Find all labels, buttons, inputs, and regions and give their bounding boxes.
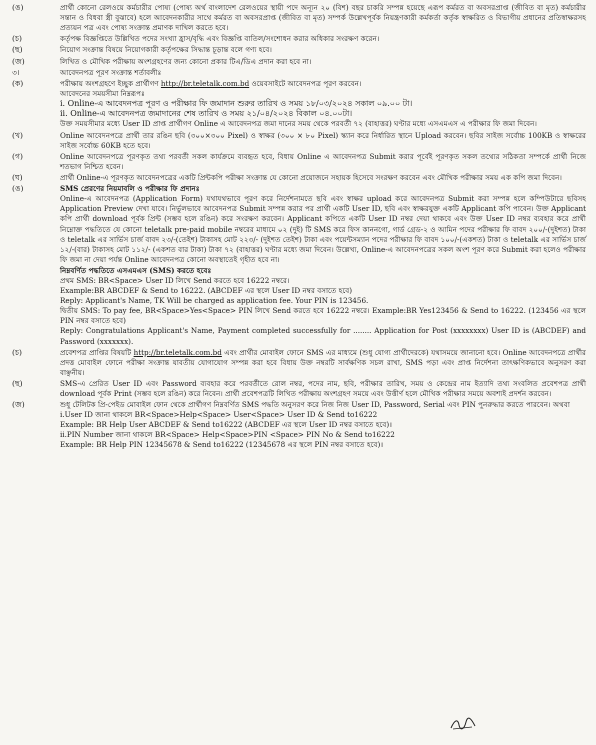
clause-text <box>60 79 586 129</box>
clause-line: আবেদনের সময়সীমা নিম্নরূপঃ <box>60 89 145 99</box>
clause-kha-photo <box>10 131 586 151</box>
clause-marker: (চ) <box>12 347 23 357</box>
clause-marker: (গ) <box>12 151 23 161</box>
clause-chha-download <box>10 379 586 399</box>
website-link[interactable]: http://br.teletalk.com.bd <box>160 79 250 89</box>
clause-line: শুধু টেলিটক প্রি-পেইড মোবাইল ফোন থেকে প্রার্থীগণ নিম্নবর্ণিত SMS পদ্ধতি অনুসরণ করে নিজ নিজ User ID, Password, Serial এবং PIN পুনরুদ্ধার করতে পারবেন। অথবা <box>60 400 570 410</box>
section-3-heading <box>10 68 586 78</box>
clause-ja-ta-da <box>10 57 586 67</box>
clause-marker: (ক) <box>12 79 24 89</box>
website-link[interactable]: http://br.teletalk.com.bd <box>133 347 222 357</box>
recovery-example: Example: BR Help User ABCDEF & Send to16222 (ABCDEF এর স্থলে User ID নম্বর বসাতে হবে)। <box>60 420 392 430</box>
clause-line: Online আবেদনপত্রে পূরণকৃত তথ্য পরবর্তী সকল কার্যক্রমে ব্যবহৃত হবে, বিধায় Online এ আবেদনপত্র Submit করার পূর্বেই পূরণকৃত সকল তথ্যের সঠিকতা সম্পর্কে প্রার্থী নিজে শতভাগ নিশ্চিত হবেন। <box>60 151 586 171</box>
clause-marker: (ঙ) <box>12 3 24 12</box>
clause-line: লিখিত ও মৌখিক পরীক্ষায় অংশগ্রহণের জন্য কোনো প্রকার টিএ/ডিএ প্রদান করা হবে না। <box>60 56 312 66</box>
clause-ja-recovery <box>10 400 586 450</box>
clause-nga-sms-rules <box>10 184 586 265</box>
clause-marker: (ঙ) <box>12 184 24 194</box>
signature-mark <box>450 717 476 731</box>
recovery-userid: i.User ID জানা থাকলে BR<Space>Help<Space> User<Space> User ID & Send to16222 <box>60 410 378 420</box>
schedule-start: i. Online-এ আবেদনপত্র পূরণ ও পরীক্ষার ফি জমাদান শুরুর তারিখ ও সময় ১৮/০৩/২০২৪ সকাল ০৯.০০ টা। <box>60 99 413 109</box>
sms-example: Example:BR ABCDEF & Send to 16222. (ABCDEF এর স্থলে User ID নম্বর বসাতে হবে) <box>60 286 353 296</box>
clause-text <box>60 266 586 347</box>
clause-chha-decision <box>10 45 586 55</box>
clause-text <box>60 184 586 265</box>
clause-line: প্রবেশপত্র প্রাপ্তির বিষয়টি http://br.teletalk.com.bd এবং প্রার্থীর মোবাইল ফোনে SMS এর মাধ্যমে (শুধু যোগ্য প্রার্থীদেরকে) যথাসময়ে জানানো হবে। Online আবেদনপত্রে প্রার্থীর প্রদত্ত মোবাইল ফোনে পরীক্ষা সংক্রান্ত যাবতীয় যোগাযোগ সম্পন্ন করা হবে বিধায় উক্ত নম্বরটি সার্বক্ষণিক সচল রাখা, SMS পড়া এবং প্রাপ্ত নির্দেশনা তাৎক্ষণিকভাবে অনুসরণ করা বাঞ্ছনীয়। <box>60 347 586 377</box>
clause-text <box>60 152 586 172</box>
clause-line: Online আবেদনপত্রে প্রার্থী তার রঙিন ছবি (৩০০×৩০০ Pixel) ও স্বাক্ষর (৩০০ × ৮০ Pixel) স্ক্যান করে নির্ধারিত স্থানে Upload করবেন। ছবির সাইজ সর্বোচ্চ 100KB ও স্বাক্ষরের সাইজ সর্বোচ্চ 60KB হতে হবে। <box>60 130 586 150</box>
clause-text <box>60 45 586 55</box>
sms-reply: Reply: Congratulations Applicant's Name, Payment completed successfully for ........ Application for Post (xxxxxxxx) User ID is (ABCDEF) and Password (xxxxxxx). <box>60 326 586 346</box>
clause-line: প্রার্থী কোনো রেলওয়ে কর্মচারীর পোষ্য (পোষ্য অর্থ বাংলাদেশ রেলওয়ের স্থায়ী পদে অন্যূন ২০ (বিশ) বছর চাকরি সম্পন্ন হয়েছে এরূপ কর্মরত বা অবসরপ্রাপ্ত (জীবিত বা মৃত) কর্মচারীর সন্তান ও বিধবা স্ত্রী বুঝাবে) হলে আবেদনকারীর সাথে কর্মরত বা অবসরপ্রাপ্ত (জীবিত বা মৃত) সম্পর্ক উল্লেখপূর্বক নিয়ন্ত্রণকারী কর্মকর্তা কর্তৃক স্বাক্ষরিত ও বিভাগীয় প্রধানের প্রতিস্বাক্ষরসহ প্রত্যয়ন পত্র এবং পোষ্য সংক্রান্ত প্রমাণক দাখিল করতে হবে। <box>60 3 586 33</box>
clause-text <box>60 131 586 151</box>
clause-ka-application <box>10 79 586 129</box>
clause-text <box>60 173 586 183</box>
sms-steps <box>10 266 586 347</box>
clause-marker: (ঘ) <box>12 172 23 182</box>
clause-subheading: নিম্নবর্ণিত পদ্ধতিতে এসএমএস (SMS) করতে হবেঃ <box>60 265 212 275</box>
clause-marker: (ছ) <box>12 45 23 55</box>
clause-line: উক্ত সময়সীমার মধ্যে User ID প্রাপ্ত প্রার্থীগণ Online এ আবেদনপত্র জমা দানের সময় থেকে পরবর্তী ৭২ (বাহাত্তর) ঘণ্টার মধ্যে এসএমএস এ পরীক্ষার ফি জমা দিবেন। <box>60 119 537 129</box>
sms-second: দ্বিতীয় SMS: To pay fee, BR<Space>Yes<Space> PIN লিখে Send করতে হবে 16222 নম্বরে। Example:BR Yes123456 & Send to 16222. (123456 এর স্থলে PIN নম্বর বসাতে হবে) <box>60 306 586 326</box>
clause-line: প্রার্থী Online-এ পূরণকৃত আবেদনপত্রের একটি প্রিন্টকপি পরীক্ষা সংক্রান্ত যে কোনো প্রয়োজনে সহায়ক হিসেবে সংরক্ষণ করবেন এবং মৌখিক পরীক্ষার সময় এক কপি জমা দিবেন। <box>60 172 562 182</box>
clause-text <box>60 379 586 399</box>
clause-line: Online-এ আবেদনপত্র (Application Form) যথাযথভাবে পূরণ করে নির্দেশনামতে ছবি এবং স্বাক্ষর upload করে আবেদনপত্র Submit করা সম্পন্ন হলে কম্পিউটারে ছবিসহ Application Preview দেখা যাবে। নির্ভুলভাবে আবেদনপত্র Submit সম্পন্ন করার পর প্রার্থী একটি User ID, ছবি এবং স্বাক্ষরযুক্ত একটি Applicant কপি পাবেন। উক্ত Applicant কপি প্রার্থী download পূর্বক প্রিন্ট (সম্ভব হলে রঙিন) করে সংরক্ষণ করবেন। Applicant কপিতে একটি User ID নম্বর দেয়া থাকবে এবং উক্ত User ID নম্বর ব্যবহার করে প্রার্থী নিম্নোক্ত পদ্ধতিতে যে কোনো teletalk pre-paid mobile নম্বরের মাধ্যমে ০২ (দুই) টি SMS করে ফিস কাননগো, গার্ড গ্রেড-২ ও আমিন পদের পরীক্ষার ফি বাবদ ২০০/-(দুইশত) টাকা ও teletalk এর সার্ভিস চার্জ বাবদ ২৩/-(তেইশ) টাকাসহ মোট ২২৩/- (দুইশত তেইশ) টাকা এবং পয়েন্টসম্যান পদের পরীক্ষার ফি বাবদ ১০০/-(একশত) টাকা ও teletalk এর সার্ভিস চার্জ ১২/-(বার) টাকাসহ মোট ১১২/- (একশত বার টাকা) টাকা ৭২ (বাহাত্তর) ঘণ্টার মধ্যে জমা দিবেন। উল্লেখ্য, Online-এ আবেদনপত্রের সকল অংশ পূরণ করে Submit করা হলেও পরীক্ষার ফি জমা না দেয়া পর্যন্ত Online আবেদনপত্র কোনো অবস্থাতেই গৃহীত হবে না। <box>60 194 586 264</box>
clause-text <box>60 348 586 378</box>
clause-line: SMS-এ প্রেরিত User ID এবং Password ব্যবহার করে পরবর্তীতে রোল নম্বর, পদের নাম, ছবি, পরীক্ষার তারিখ, সময় ও কেন্দ্রের নাম ইত্যাদি তথ্য সংবলিত প্রবেশপত্র প্রার্থী download পূর্বক Print (সম্ভব হলে রঙিন) করে নিবেন। প্রার্থী প্রবেশপত্রটি লিখিত পরীক্ষায় অংশগ্রহণ সময়ে এবং উত্তীর্ণ হলে মৌখিক পরীক্ষার সময়ে অবশ্যই প্রদর্শন করবেন। <box>60 378 586 399</box>
sms-reply: Reply: Applicant's Name, TK Will be charged as application fee. Your PIN is 123456. <box>60 296 369 306</box>
clause-marker: (জ) <box>12 400 25 410</box>
sms-first: প্রথম SMS: BR<Space> User ID লিখে Send করতে হবে 16222 নম্বরে। <box>60 275 290 285</box>
section-number: ৩। <box>12 67 20 77</box>
clause-text <box>60 400 586 450</box>
clause-marker: (জ) <box>12 56 25 66</box>
clause-text <box>60 3 586 33</box>
clause-nga-dependent <box>10 3 586 33</box>
clause-line: আবেদনপত্র পূরণ সংক্রান্ত শর্তাবলীঃ <box>60 67 162 77</box>
clause-line: নিয়োগ সংক্রান্ত বিষয়ে নিয়োগকারী কর্তৃপক্ষের সিদ্ধান্ত চূড়ান্ত বলে গণ্য হবে। <box>60 45 272 55</box>
clause-ga-accuracy <box>10 152 586 172</box>
clause-text <box>60 57 586 67</box>
clause-gha-printcopy <box>10 173 586 183</box>
section-title <box>60 68 586 78</box>
clause-subheading: SMS প্রেরণের নিয়মাবলি ও পরীক্ষার ফি প্রদানঃ <box>60 184 200 194</box>
clause-text <box>60 34 586 44</box>
recovery-pin: ii.PIN Number জানা থাকলে BR<Space> Help<Space>PIN <Space> PIN No & Send to16222 <box>60 430 395 440</box>
clause-line: পরীক্ষায় অংশগ্রহণে ইচ্ছুক প্রার্থীগণ http://br.teletalk.com.bd ওয়েবসাইটে আবেদনপত্র পূরণ করবেন। <box>60 79 362 89</box>
clause-marker: (চ) <box>12 34 23 44</box>
schedule-end: ii. Online-এ আবেদনপত্র জমাদানের শেষ তারিখ ও সময় ২১/০৪/২০২৪ বিকাল ০৪.০০টা। <box>60 109 353 119</box>
clause-marker: (ছ) <box>12 378 23 388</box>
recovery-example: Example: BR Help PIN 12345678 & Send to16222 (12345678 এর স্থলে PIN নম্বর বসাতে হবে)। <box>60 440 384 450</box>
clause-marker: (খ) <box>12 130 23 140</box>
clause-line: কর্তৃপক্ষ বিজ্ঞপ্তিতে উল্লিখিত পদের সংখ্যা হ্রাস/বৃদ্ধি এবং বিজ্ঞপ্তি বাতিল/সংশোধন করার অধিকার সংরক্ষণ করেন। <box>60 34 380 44</box>
clause-cha-post-count <box>10 34 586 44</box>
clause-cha-admit <box>10 348 586 378</box>
